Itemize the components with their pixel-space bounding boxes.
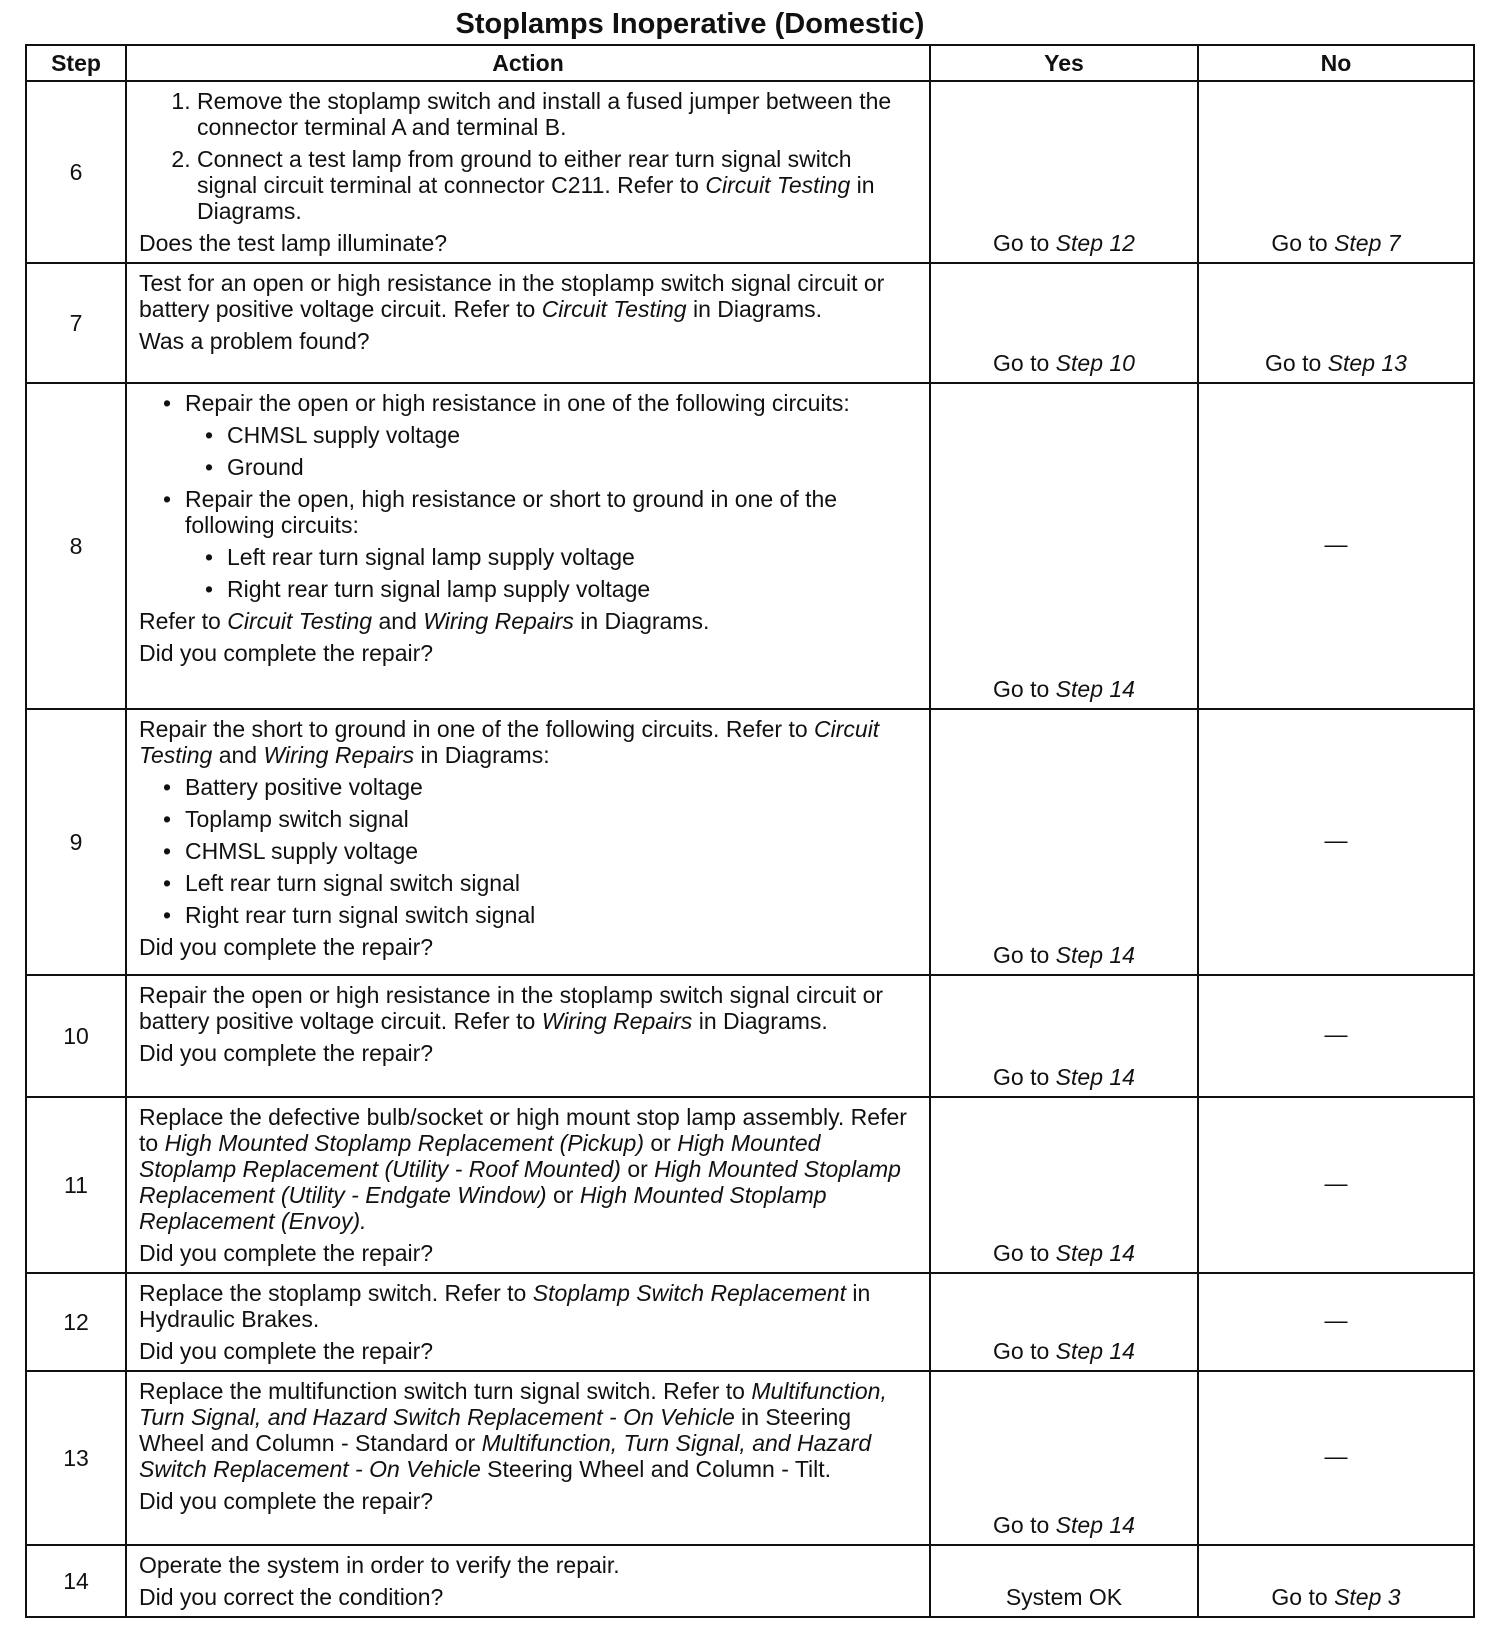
step-number: 7	[26, 263, 126, 383]
step-number: 10	[26, 975, 126, 1097]
table-row	[26, 1273, 1474, 1371]
diagnostic-table	[25, 44, 1475, 1618]
yes-result: Go to Step 14	[930, 383, 1198, 709]
list-item: • Repair the open, high resistance or short to ground in one of the following circuits: • Left rear turn signal lamp supply voltage • Right rear turn signal lamp supply voltage	[185, 486, 917, 602]
no-result: —	[1198, 1371, 1474, 1545]
list-item: • Toplamp switch signal	[185, 806, 917, 832]
header-yes: Yes	[930, 45, 1198, 81]
action-question: Did you complete the repair?	[139, 934, 434, 960]
step-number: 12	[26, 1273, 126, 1371]
yes-result: Go to Step 14	[930, 1097, 1198, 1273]
action-cell	[126, 1371, 930, 1545]
yes-result: Go to Step 14	[930, 709, 1198, 975]
action-text: Test for an open or high resistance in the stoplamp switch signal circuit or battery positive voltage circuit. Refer to Circuit Testing in Diagrams.	[139, 270, 885, 322]
no-result: Go to Step 13	[1198, 263, 1474, 383]
no-result: —	[1198, 1273, 1474, 1371]
action-question: Does the test lamp illuminate?	[139, 230, 448, 256]
action-text: Operate the system in order to verify the repair.	[139, 1552, 620, 1578]
action-text: Replace the stoplamp switch. Refer to Stoplamp Switch Replacement in Hydraulic Brakes.	[139, 1280, 871, 1332]
table-row	[26, 1371, 1474, 1545]
action-cell	[126, 1097, 930, 1273]
no-result: —	[1198, 709, 1474, 975]
action-question: Did you complete the repair?	[139, 1488, 434, 1514]
action-cell	[126, 975, 930, 1097]
page-title: Stoplamps Inoperative (Domestic)	[455, 8, 925, 40]
yes-result: System OK	[930, 1545, 1198, 1617]
step-number: 14	[26, 1545, 126, 1617]
table-row	[26, 263, 1474, 383]
yes-result: Go to Step 14	[930, 975, 1198, 1097]
action-question: Did you complete the repair?	[139, 640, 434, 666]
header-action: Action	[126, 45, 930, 81]
step-number: 11	[26, 1097, 126, 1273]
action-question: Was a problem found?	[139, 328, 370, 354]
list-item: • Battery positive voltage	[185, 774, 917, 800]
action-text: Repair the short to ground in one of the following circuits. Refer to Circuit Testing and Wiring Repairs in Diagrams:	[139, 716, 880, 768]
step-number: 6	[26, 81, 126, 263]
step-number: 8	[26, 383, 126, 709]
action-text: Replace the defective bulb/socket or high mount stop lamp assembly. Refer to High Mounted Stoplamp Replacement (Pickup) or High Mounted Stoplamp Replacement (Utility - Roof Mounted) or High Mounted Stoplamp Replacement (Utility - Endgate Window) or High Mounted Stoplamp Replacement (Envoy).	[139, 1104, 907, 1234]
list-item: • CHMSL supply voltage	[185, 838, 917, 864]
table-row	[26, 975, 1474, 1097]
action-cell	[126, 709, 930, 975]
action-text: Repair the open or high resistance in the stoplamp switch signal circuit or battery positive voltage circuit. Refer to Wiring Repairs in Diagrams.	[139, 982, 884, 1034]
table-row	[26, 1097, 1474, 1273]
list-item: • Repair the open or high resistance in one of the following circuits: • CHMSL supply voltage • Ground	[185, 390, 917, 480]
action-question: Did you complete the repair?	[139, 1240, 434, 1266]
list-item: • CHMSL supply voltage	[227, 422, 917, 448]
numbered-list	[139, 88, 917, 224]
list-item: • Left rear turn signal lamp supply voltage	[227, 544, 917, 570]
yes-result: Go to Step 14	[930, 1371, 1198, 1545]
table-row	[26, 709, 1474, 975]
no-result: Go to Step 3	[1198, 1545, 1474, 1617]
no-result: Go to Step 7	[1198, 81, 1474, 263]
action-cell	[126, 1273, 930, 1371]
step-number: 13	[26, 1371, 126, 1545]
yes-result: Go to Step 12	[930, 81, 1198, 263]
table-header-row	[26, 45, 1474, 81]
action-cell	[126, 81, 930, 263]
yes-result: Go to Step 14	[930, 1273, 1198, 1371]
action-cell	[126, 1545, 930, 1617]
table-row	[26, 383, 1474, 709]
action-text: Replace the multifunction switch turn signal switch. Refer to Multifunction, Turn Signal, and Hazard Switch Replacement - On Vehicle in Steering Wheel and Column - Standard or Multifunction, Turn Signal, and Hazard Switch Replacement - On Vehicle Steering Wheel and Column - Tilt.	[139, 1378, 887, 1482]
list-item: • Right rear turn signal switch signal	[185, 902, 917, 928]
sub-bullet-list	[185, 544, 917, 602]
list-item: • Ground	[227, 454, 917, 480]
action-question: Did you complete the repair?	[139, 1338, 434, 1364]
step-number: 9	[26, 709, 126, 975]
action-cell	[126, 263, 930, 383]
no-result: —	[1198, 975, 1474, 1097]
bullet-list	[139, 390, 917, 602]
action-text: Refer to Circuit Testing and Wiring Repairs in Diagrams.	[139, 608, 710, 634]
action-cell	[126, 383, 930, 709]
header-step: Step	[26, 45, 126, 81]
no-result: —	[1198, 1097, 1474, 1273]
no-result: —	[1198, 383, 1474, 709]
list-item: 1. Remove the stoplamp switch and install a fused jumper between the connector terminal A and terminal B.	[197, 88, 917, 140]
yes-result: Go to Step 10	[930, 263, 1198, 383]
list-item: 2. Connect a test lamp from ground to either rear turn signal switch signal circuit terminal at connector C211. Refer to Circuit Testing in Diagrams.	[197, 146, 917, 224]
table-row	[26, 1545, 1474, 1617]
list-item: • Left rear turn signal switch signal	[185, 870, 917, 896]
list-item: • Right rear turn signal lamp supply voltage	[227, 576, 917, 602]
bullet-list	[139, 774, 917, 928]
action-question: Did you complete the repair?	[139, 1040, 434, 1066]
sub-bullet-list	[185, 422, 917, 480]
header-no: No	[1198, 45, 1474, 81]
table-row	[26, 81, 1474, 263]
action-question: Did you correct the condition?	[139, 1584, 444, 1610]
